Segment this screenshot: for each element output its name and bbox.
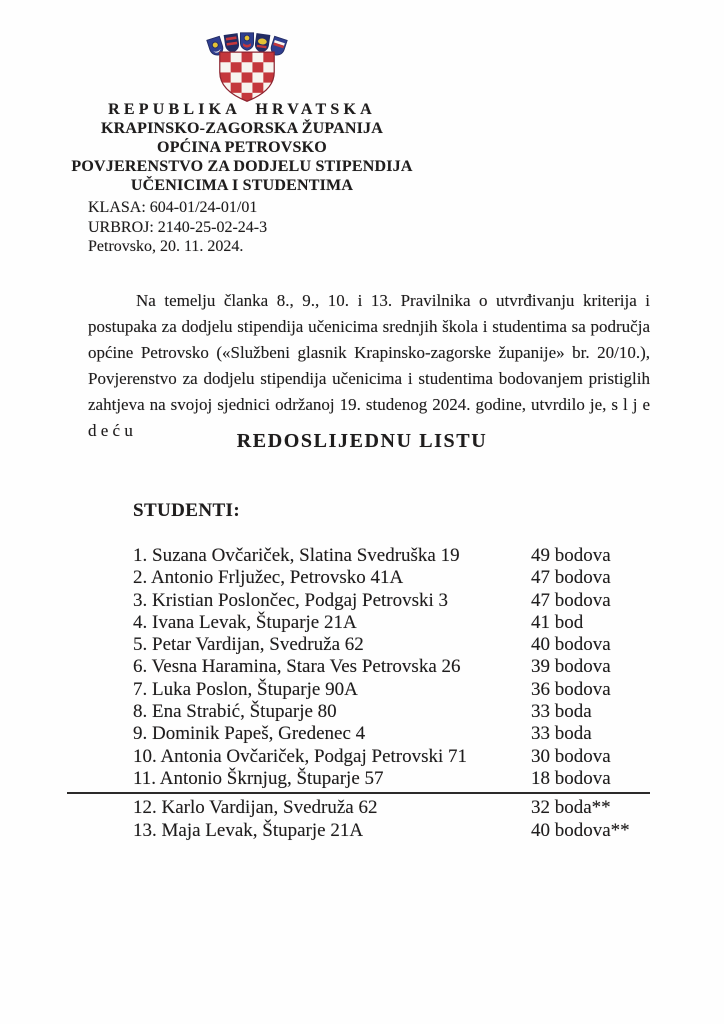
student-rank-name: 4. Ivana Levak, Štuparje 21A [133, 611, 357, 633]
letterhead-committee-line1: POVJERENSTVO ZA DODJELU STIPENDIJA [71, 158, 413, 175]
student-rank-name: 1. Suzana Ovčariček, Slatina Svedruška 19 [133, 545, 460, 566]
letterhead-county: KRAPINSKO-ZAGORSKA ŽUPANIJA [100, 120, 384, 137]
list-item [133, 746, 653, 768]
letterhead-country: REPUBLIKA HRVATSKA [108, 101, 376, 118]
student-points: 40 bodova [531, 634, 611, 656]
letterhead-municipality: OPĆINA PETROVSKO [157, 139, 327, 156]
students-ranking-list [133, 545, 653, 842]
list-item [133, 701, 653, 723]
list-item [133, 567, 653, 589]
student-points: 47 bodova [531, 589, 611, 611]
list-item [133, 590, 653, 612]
place-date-line: Petrovsko, 20. 11. 2024. [88, 238, 244, 255]
student-rank-name: 12. Karlo Vardijan, Svedruža 62 [133, 797, 378, 819]
student-rank-name: 11. Antonio Škrnjug, Štuparje 57 [133, 767, 384, 789]
student-points: 47 bodova [531, 567, 611, 589]
student-points: 49 bodova [531, 545, 611, 566]
student-points: 40 bodova** [531, 819, 630, 841]
student-rank-name: 13. Maja Levak, Štuparje 21A [133, 819, 364, 841]
student-rank-name: 3. Kristian Poslončec, Podgaj Petrovski 3 [133, 589, 449, 611]
ranking-cutoff-line [67, 792, 650, 794]
croatia-coat-of-arms-icon [203, 31, 291, 103]
student-points: 33 boda [531, 723, 592, 745]
urbroj-line: URBROJ: 2140-25-02-24-3 [88, 218, 268, 236]
student-points: 30 bodova [531, 745, 611, 767]
student-rank-name: 9. Dominik Papeš, Gredenec 4 [133, 723, 366, 745]
student-rank-name: 5. Petar Vardijan, Svedruža 62 [133, 634, 364, 656]
coat-of-arms-svg [203, 31, 291, 103]
student-points: 33 boda [531, 701, 592, 723]
student-points: 39 bodova [531, 656, 611, 678]
list-item [133, 797, 653, 819]
section-heading-studenti: STUDENTI: [133, 500, 241, 521]
list-item [133, 723, 653, 745]
letterhead-committee-line2: UČENICIMA I STUDENTIMA [130, 177, 354, 194]
student-points: 32 boda** [531, 797, 611, 819]
student-rank-name: 2. Antonio Frljužec, Petrovsko 41A [133, 567, 404, 589]
document-title: REDOSLIJEDNU LISTU [236, 430, 488, 452]
list-item [133, 679, 653, 701]
klasa-line: KLASA: 604-01/24-01/01 [88, 199, 258, 216]
list-item [133, 656, 653, 678]
student-rank-name: 6. Vesna Haramina, Stara Ves Petrovska 26 [133, 656, 461, 678]
list-item [133, 820, 653, 842]
document-reference-block [88, 198, 408, 257]
student-rank-name: 10. Antonia Ovčariček, Podgaj Petrovski 71 [133, 745, 468, 767]
list-item [133, 768, 653, 790]
student-rank-name: 8. Ena Strabić, Štuparje 80 [133, 701, 337, 723]
student-points: 36 bodova [531, 678, 611, 700]
list-item [133, 634, 653, 656]
student-points: 18 bodova [531, 767, 611, 789]
student-points: 41 bod [531, 611, 584, 633]
letterhead [38, 100, 446, 195]
list-item [133, 612, 653, 634]
intro-paragraph: Na temelju članka 8., 9., 10. i 13. Pravilnika o utvrđivanju kriterija i postupaka za dodjelu stipendija učenicima srednjih škola i studentima sa područja općine Petrovsko («Službeni glasnik Krapinsko-zagorske županije» br. 20/10.), Povjerenstvo za dodjelu stipendija učenicima i studentima bodovanjem pristiglih zahtjeva na svojoj sjednici održanoj 19. studenog 2024. godine, utvrdilo je, s l j e d e ć u [88, 291, 650, 440]
student-rank-name: 7. Luka Poslon, Štuparje 90A [133, 678, 358, 700]
list-item [133, 545, 653, 567]
